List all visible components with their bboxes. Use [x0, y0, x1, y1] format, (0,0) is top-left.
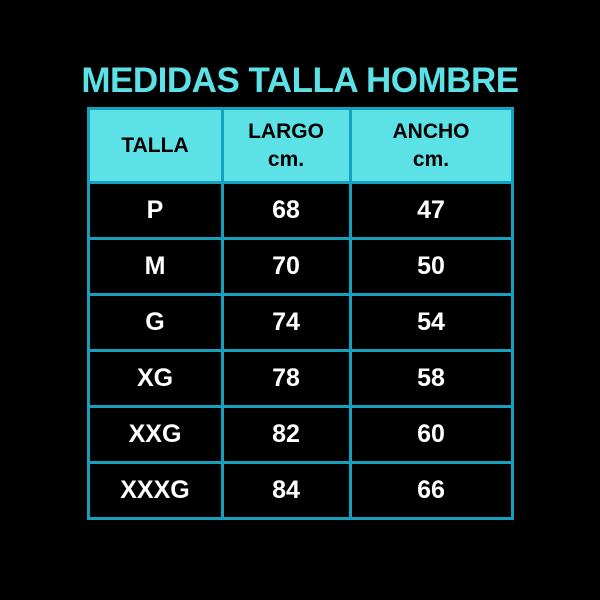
cell-ancho: 47 — [350, 183, 512, 239]
column-header-talla — [88, 109, 222, 183]
column-header-ancho-line2: cm. — [412, 147, 450, 171]
page-title: MEDIDAS TALLA HOMBRE — [81, 61, 519, 100]
table-row — [88, 295, 512, 351]
table-row — [88, 407, 512, 463]
column-header-largo-line2: cm. — [267, 147, 305, 171]
cell-largo: 74 — [222, 295, 350, 351]
table-row — [88, 463, 512, 519]
column-header-largo-line1: LARGO — [248, 120, 324, 144]
cell-largo: 70 — [222, 239, 350, 295]
cell-talla: XG — [88, 351, 222, 407]
header-row — [88, 109, 512, 183]
cell-largo: 78 — [222, 351, 350, 407]
cell-largo: 68 — [222, 183, 350, 239]
cell-talla: XXG — [88, 407, 222, 463]
cell-ancho: 50 — [350, 239, 512, 295]
cell-largo: 82 — [222, 407, 350, 463]
cell-ancho: 60 — [350, 407, 512, 463]
table-header — [88, 109, 512, 183]
cell-ancho: 66 — [350, 463, 512, 519]
column-header-ancho — [350, 109, 512, 183]
table-row — [88, 351, 512, 407]
table-row — [88, 183, 512, 239]
cell-talla: M — [88, 239, 222, 295]
cell-talla: P — [88, 183, 222, 239]
column-header-largo — [222, 109, 350, 183]
cell-largo: 84 — [222, 463, 350, 519]
cell-talla: XXXG — [88, 463, 222, 519]
cell-ancho: 54 — [350, 295, 512, 351]
column-header-talla-line1: TALLA — [121, 133, 189, 157]
column-header-ancho-line1: ANCHO — [392, 120, 470, 144]
table-body — [88, 183, 512, 519]
table-row — [88, 239, 512, 295]
size-table — [87, 107, 514, 520]
cell-ancho: 58 — [350, 351, 512, 407]
cell-talla: G — [88, 295, 222, 351]
